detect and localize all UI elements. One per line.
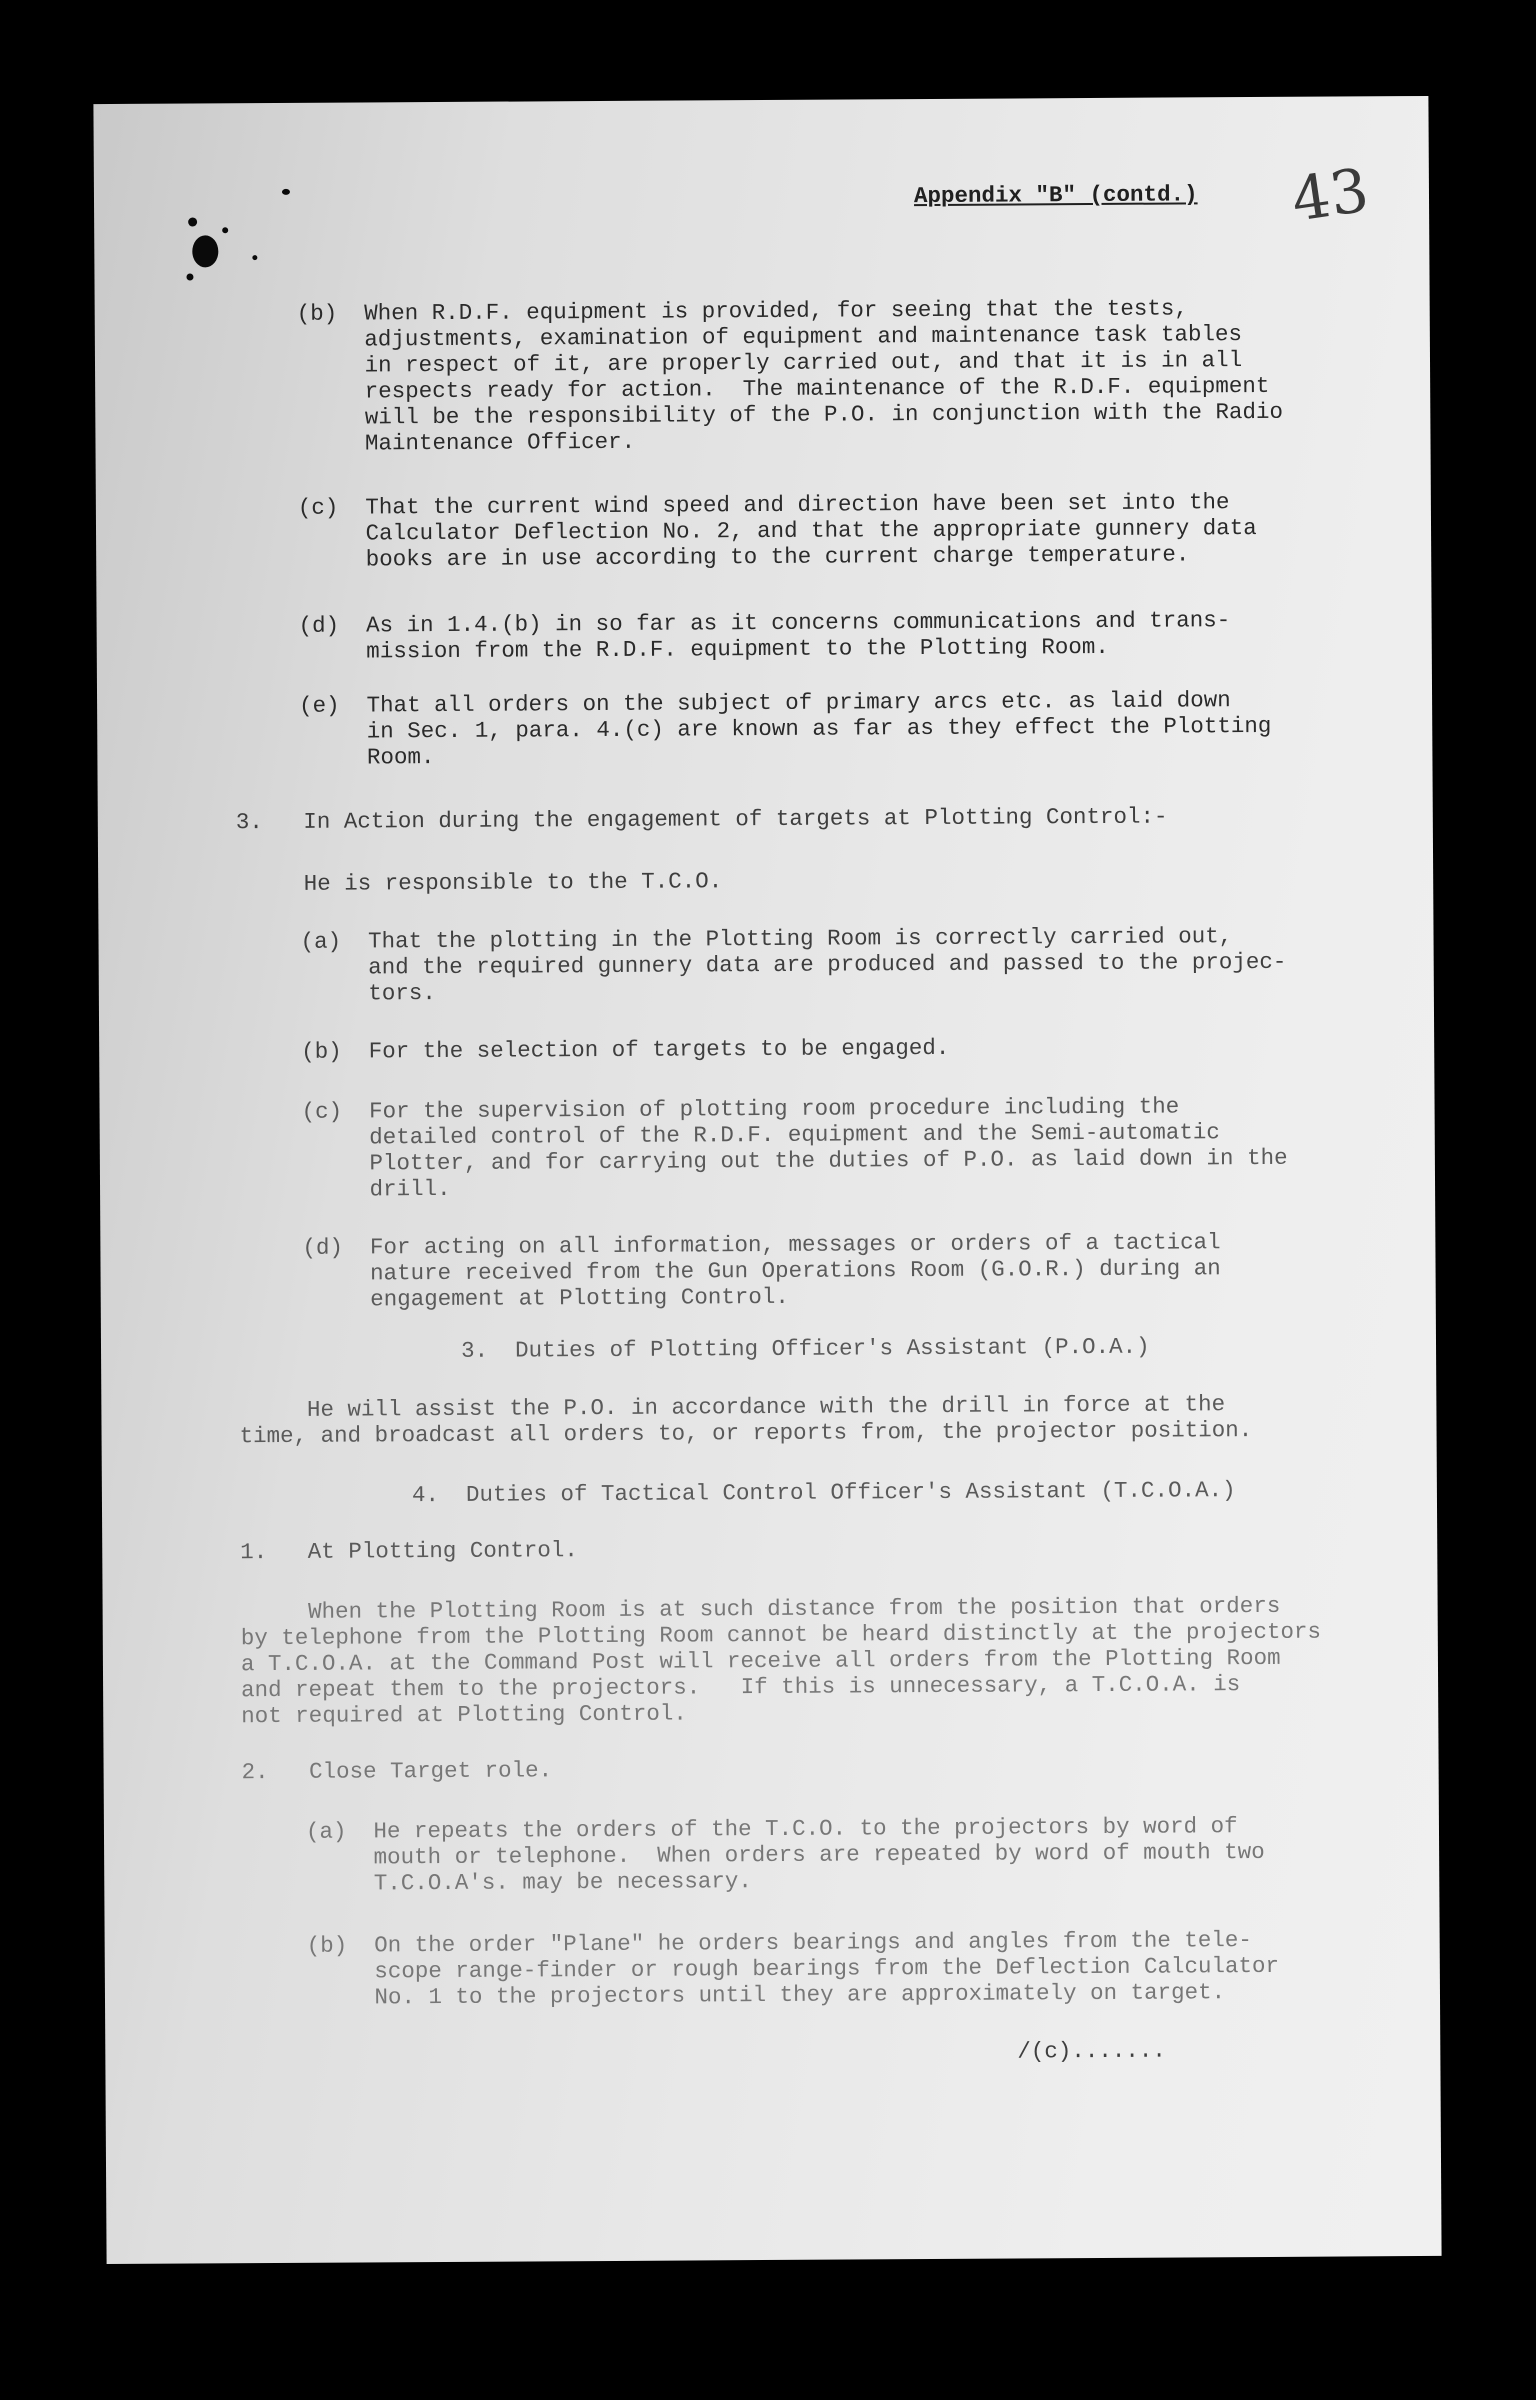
item-3a-line-1: (a) That the plotting in the Plotting Room is correctly carried out, (300, 923, 1233, 955)
item-c-line-3: books are in use according to the current charge temperature. (298, 541, 1190, 573)
item-3b-line-1: (b) For the selection of targets to be engaged. (301, 1034, 950, 1065)
item-e-line-2: in Sec. 1, para. 4.(c) are known as far as they effect the Plotting (299, 712, 1272, 745)
poa-body-line-1: He will assist the P.O. in accordance with the drill in force at the (239, 1391, 1226, 1424)
item-c-line-1: (c) That the current wind speed and direction have been set into the (297, 489, 1230, 521)
tcoa-para-1-line-3: a T.C.O.A. at the Command Post will receive all orders from the Plotting Room (240, 1644, 1281, 1678)
tcoa-para-1-line-1: When the Plotting Room is at such distance from the position that orders (240, 1592, 1281, 1626)
item-d-line-1: (d) As in 1.4.(b) in so far as it concerns communications and trans- (298, 607, 1231, 639)
item-3a-line-2: and the required gunnery data are produced and passed to the projec- (300, 948, 1287, 981)
item-3c-line-3: Plotter, and for carrying out the duties of P.O. as laid down in the (301, 1144, 1288, 1177)
item-b-line-5: will be the responsibility of the P.O. in conjunction with the Radio (297, 398, 1284, 431)
document-page (93, 96, 1441, 2264)
tcoa-item-b-line-3: No. 1 to the projectors until they are approximately on target. (306, 1979, 1226, 2011)
item-e-line-1: (e) That all orders on the subject of primary arcs etc. as laid down (299, 687, 1231, 719)
tcoa-section-title: 4. Duties of Tactical Control Officer's Assistant (T.C.O.A.) (411, 1477, 1236, 1509)
tcoa-item-a-line-2: mouth or telephone. When orders are repeated by word of mouth two (306, 1838, 1265, 1871)
tcoa-para-1-line-4: and repeat them to the projectors. If this is unnecessary, a T.C.O.A. is (241, 1671, 1241, 1704)
item-3c-line-1: (c) For the supervision of plotting room procedure including the (301, 1093, 1180, 1125)
tcoa-para-2-heading: 2. Close Target role. (241, 1757, 553, 1786)
item-3d-line-1: (d) For acting on all information, messages or orders of a tactical (302, 1229, 1221, 1261)
ink-blot (252, 255, 257, 260)
appendix-heading: Appendix "B" (contd.) (913, 181, 1198, 210)
item-d-line-2: mission from the R.D.F. equipment to the Plotting Room. (298, 633, 1109, 665)
ink-blot (188, 217, 197, 226)
item-b-line-2: adjustments, examination of equipment and maintenance task tables (296, 321, 1243, 353)
tcoa-para-1-heading: 1. At Plotting Control. (240, 1537, 578, 1566)
tcoa-item-b-line-1: (b) On the order "Plane" he orders bearings and angles from the tele- (306, 1927, 1252, 1959)
poa-body-line-2: time, and broadcast all orders to, or reports from, the projector position. (239, 1417, 1253, 1450)
item-3d-line-3: engagement at Plotting Control. (302, 1283, 789, 1313)
item-3c-line-2: detailed control of the R.D.F. equipment and the Semi-automatic (301, 1119, 1220, 1151)
item-b-line-6: Maintenance Officer. (297, 428, 636, 457)
ink-blot (222, 227, 228, 233)
tcoa-para-1-line-5: not required at Plotting Control. (241, 1700, 687, 1730)
item-3c-line-4: drill. (301, 1175, 451, 1203)
poa-section-title: 3. Duties of Plotting Officer's Assistant (P.O.A.) (460, 1333, 1150, 1364)
page-number: 43 (1287, 155, 1374, 236)
item-b-line-1: (b) When R.D.F. equipment is provided, for seeing that the tests, (296, 295, 1188, 327)
item-c-line-2: Calculator Deflection No. 2, and that the appropriate gunnery data (297, 514, 1257, 547)
tcoa-item-a-line-3: T.C.O.A's. may be necessary. (306, 1868, 752, 1897)
ink-blot (186, 273, 193, 280)
section-3-intro: He is responsible to the T.C.O. (236, 868, 723, 898)
section-3-heading: 3. In Action during the engagement of targets at Plotting Control:- (235, 803, 1168, 836)
continuation-footer: /(c)....... (1017, 2037, 1166, 2065)
tcoa-item-b-line-2: scope range-finder or rough bearings from the Deflection Calculator (306, 1952, 1280, 1985)
item-b-line-4: respects ready for action. The maintenance of the R.D.F. equipment (297, 372, 1270, 405)
item-e-line-3: Room. (299, 744, 435, 771)
ink-blot (192, 235, 218, 267)
item-3d-line-2: nature received from the Gun Operations Room (G.O.R.) during an (302, 1255, 1221, 1287)
item-3a-line-3: tors. (300, 980, 436, 1007)
tcoa-para-1-line-2: by telephone from the Plotting Room cannot be heard distinctly at the projectors (240, 1618, 1322, 1652)
item-b-line-3: in respect of it, are properly carried out, and that it is in all (296, 347, 1243, 379)
tcoa-item-a-line-1: (a) He repeats the orders of the T.C.O. to the projectors by word of (305, 1813, 1238, 1845)
ink-blot (282, 189, 290, 195)
